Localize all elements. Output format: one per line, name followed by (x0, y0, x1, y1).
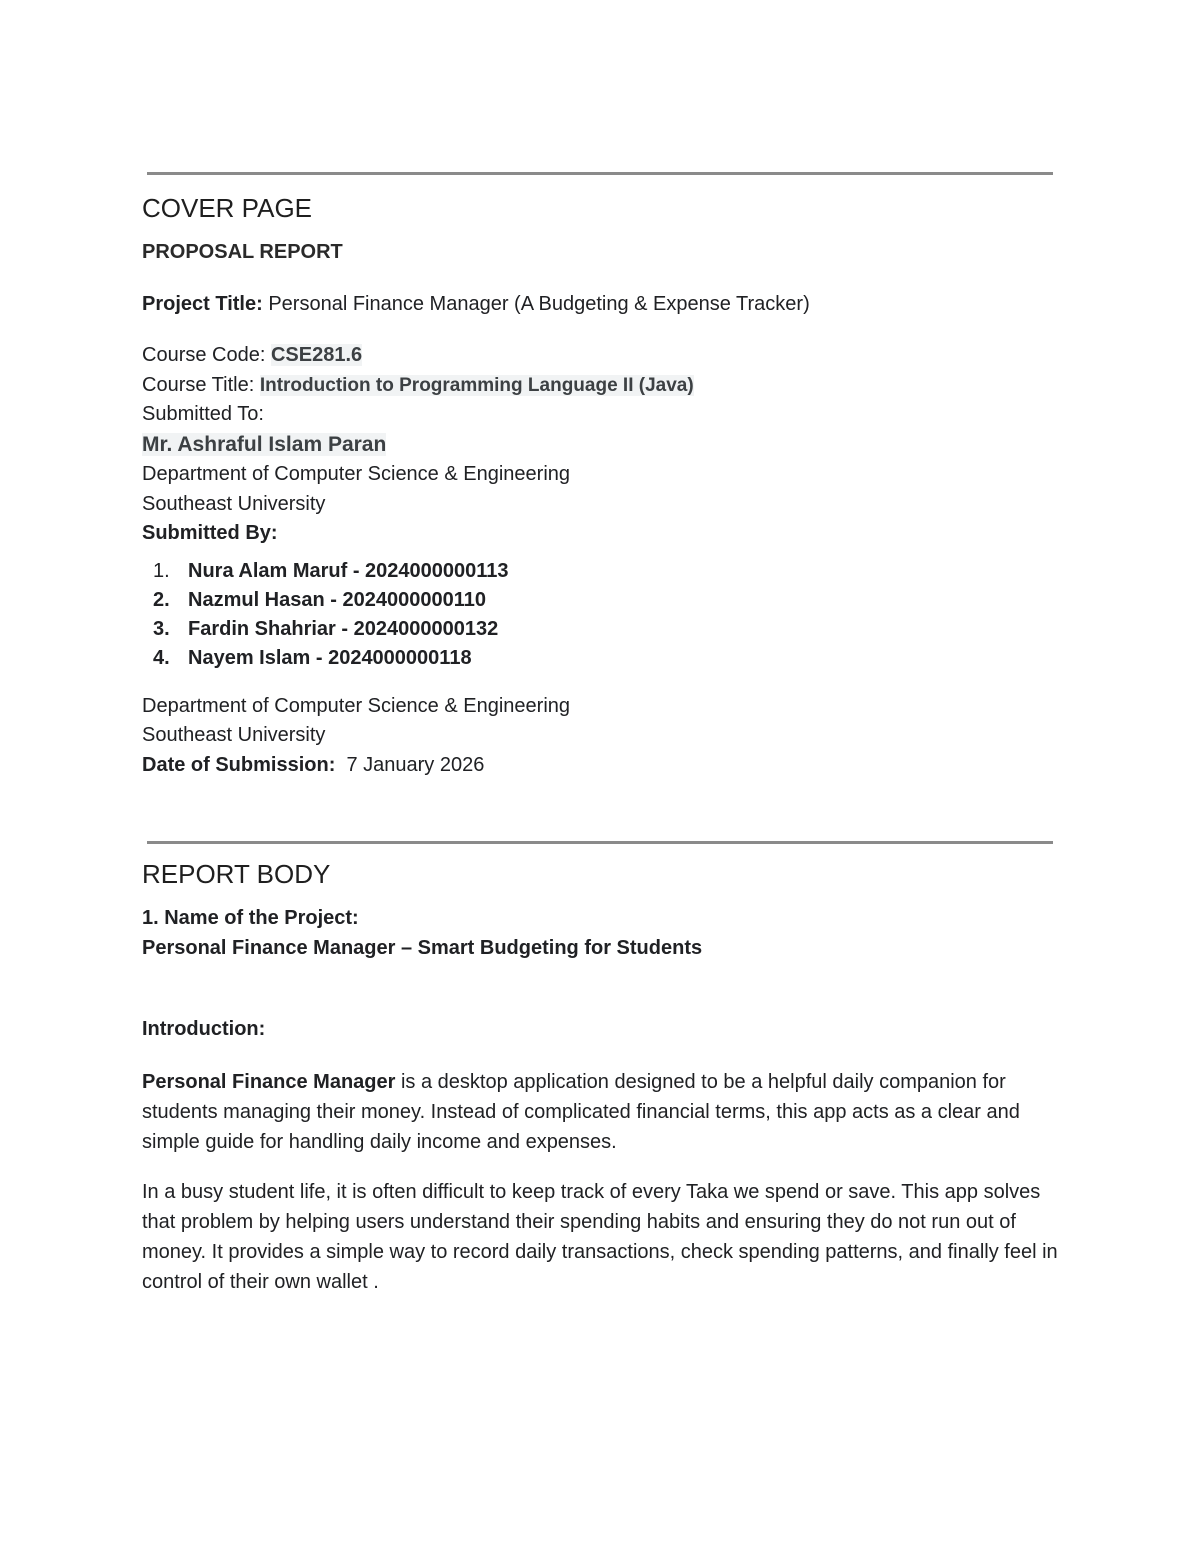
top-divider (147, 172, 1053, 175)
proposal-subheading: PROPOSAL REPORT (142, 241, 343, 263)
member-name: Fardin Shahriar - 2024000000132 (188, 618, 499, 641)
course-title-label: Course Title: (142, 373, 260, 396)
course-title-line (142, 371, 1062, 401)
submitted-to-name-line (142, 430, 1062, 461)
introduction-label: Introduction: (142, 1018, 266, 1040)
submitted-by-university: Southeast University (142, 724, 326, 747)
cover-section (142, 192, 1062, 780)
submitted-to-department: Department of Computer Science & Engineering (142, 463, 571, 485)
course-code-label: Course Code: (142, 344, 271, 366)
member-name: Nayem Islam - 2024000000118 (188, 647, 472, 670)
list-number: 2. (153, 588, 170, 611)
project-title-label: Project Title: (142, 292, 263, 315)
submission-date-label: Date of Submission: (142, 753, 336, 776)
section1-label: 1. Name of the Project: (142, 907, 359, 929)
list-item (142, 586, 1062, 615)
member-name: Nura Alam Maruf - 2024000000113 (188, 559, 509, 582)
intro-paragraph-1 (142, 1067, 1062, 1157)
submitted-to-label: Submitted To: (142, 403, 264, 425)
submission-date-line (142, 751, 1062, 781)
cover-heading: COVER PAGE (142, 193, 313, 223)
submission-date-value: 7 January 2026 (335, 753, 485, 776)
section-divider (147, 841, 1053, 844)
intro-paragraph-2: In a busy student life, it is often difficult to keep track of every Taka we spend or save. This app solves that problem by helping users understand their spending habits and ensuring they do not run out of money. It provides a simple way to record daily transactions, check spending patterns, and finally feel in control of their own wallet . (142, 1180, 1058, 1293)
list-item (142, 615, 1062, 644)
list-item (142, 557, 1062, 586)
list-number: 4. (153, 647, 170, 670)
submitted-to-university: Southeast University (142, 492, 326, 515)
intro-p1-text: is a desktop application designed to be a helpful daily companion for students managing their money. Instead of complicated financial terms, this app acts as a clear and simple guide for handling daily income and expenses. (142, 1070, 1020, 1153)
submitted-by-department: Department of Computer Science & Engineering (142, 694, 571, 717)
submitted-to-name: Mr. Ashraful Islam Paran (142, 432, 387, 456)
list-item (142, 644, 1062, 673)
project-title-value: Personal Finance Manager (A Budgeting & Expense Tracker) (262, 292, 810, 315)
course-code-value: CSE281.6 (270, 344, 363, 366)
list-number: 1. (153, 559, 170, 582)
submitted-by-label: Submitted By: (142, 522, 278, 544)
report-body-section (142, 858, 1062, 1317)
members-list (142, 557, 1062, 674)
member-name: Nazmul Hasan - 2024000000110 (188, 588, 486, 611)
report-body-heading: REPORT BODY (142, 859, 331, 889)
list-number: 3. (153, 618, 170, 641)
section1-value: Personal Finance Manager – Smart Budgeting for Students (142, 936, 703, 959)
intro-p1-bold: Personal Finance Manager (142, 1070, 396, 1093)
project-title-line (142, 290, 1062, 320)
course-code-line (142, 341, 1062, 371)
course-title-value: Introduction to Programming Language II (Java) (259, 374, 694, 396)
